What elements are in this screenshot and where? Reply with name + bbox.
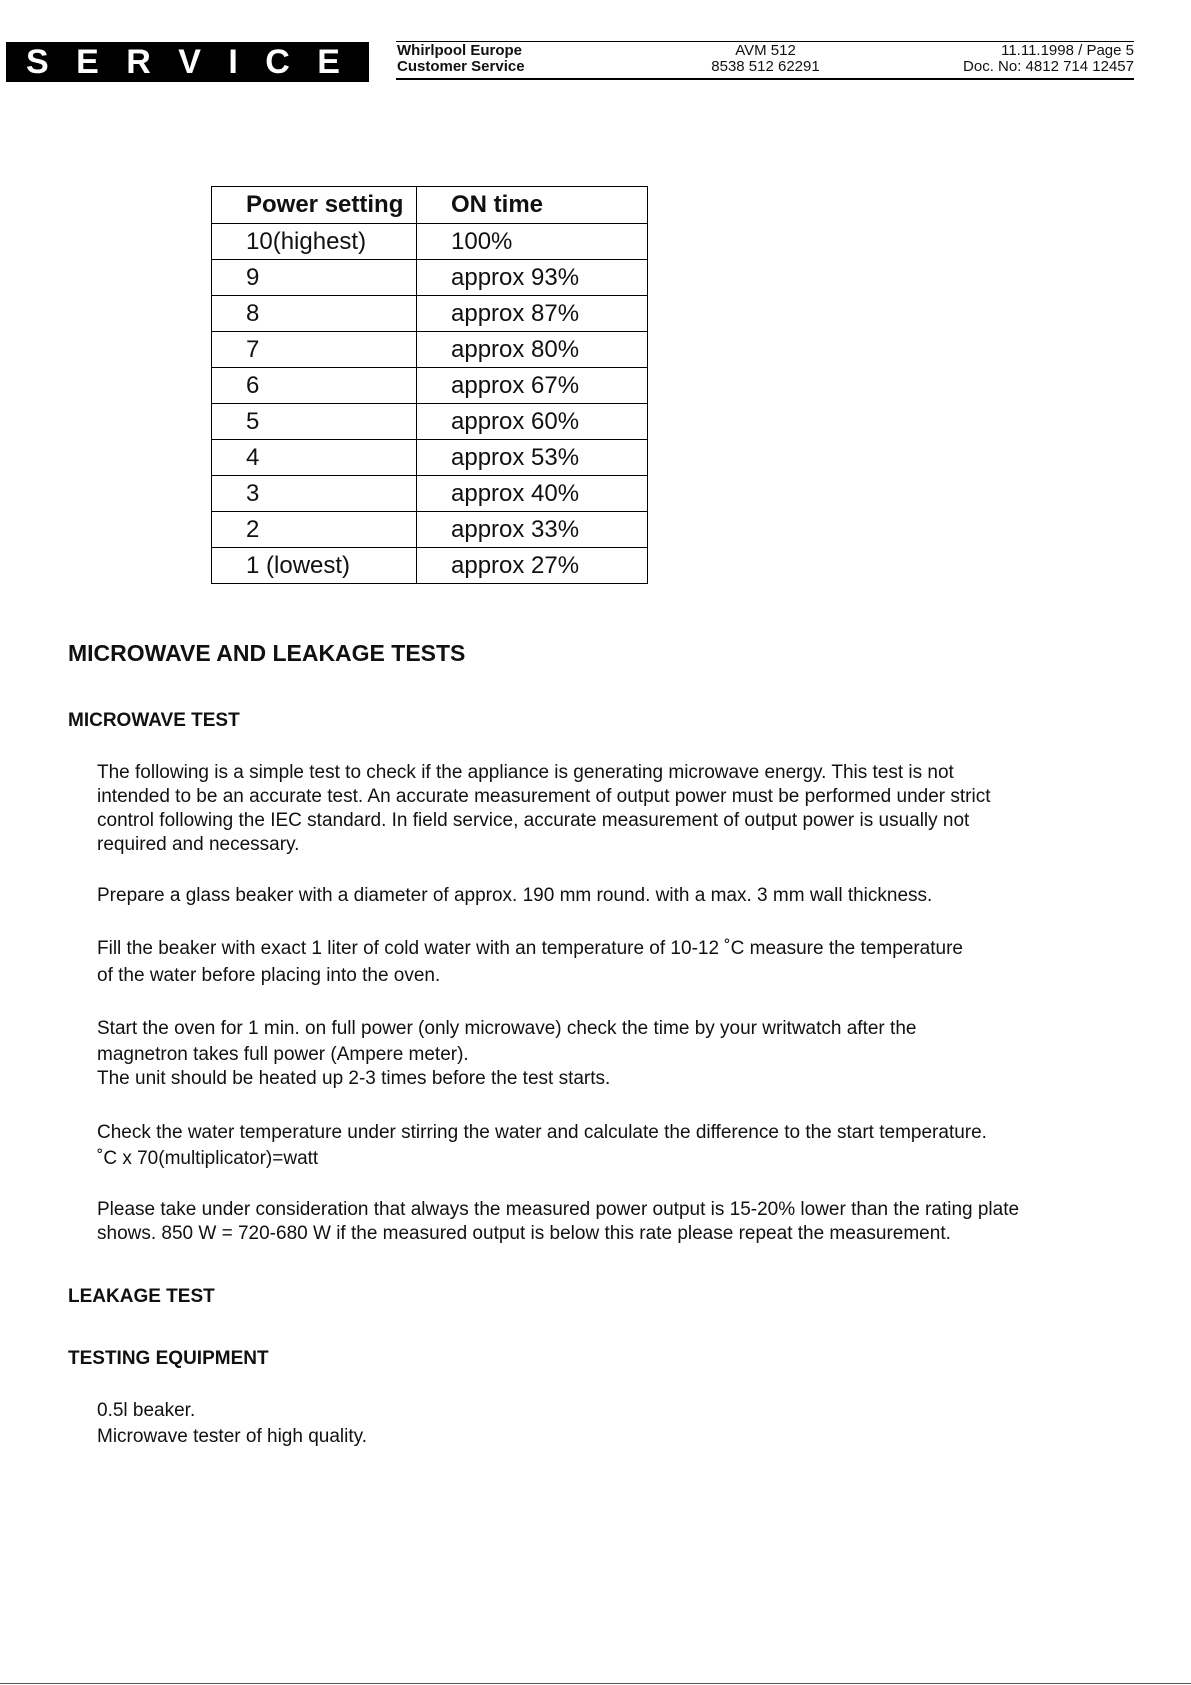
- paragraph-line: Prepare a glass beaker with a diameter of approx. 190 mm round. with a max. 3 mm wall thickness.: [97, 885, 933, 906]
- paragraph-line: intended to be an accurate test. An accurate measurement of output power must be performed under strict: [97, 786, 991, 807]
- paragraph-line: The following is a simple test to check if the appliance is generating microwave energy. This test is not: [97, 762, 954, 783]
- paragraph-line: shows. 850 W = 720-680 W if the measured output is below this rate please repeat the measurement.: [97, 1223, 951, 1244]
- microwave-test-paragraph-1: [97, 761, 1097, 857]
- on-time-cell: approx 53%: [417, 440, 648, 476]
- table-row: [212, 548, 648, 584]
- part-number: 8538 512 62291: [711, 58, 820, 75]
- equipment-item: 0.5l beaker.: [97, 1400, 196, 1421]
- microwave-test-paragraph-4: [97, 1017, 1097, 1091]
- column-header-on-time: ON time: [417, 187, 648, 224]
- equipment-item: Microwave tester of high quality.: [97, 1426, 367, 1447]
- paragraph-line: control following the IEC standard. In field service, accurate measurement of output power is usually not: [97, 810, 970, 831]
- microwave-test-paragraph-5: [97, 1121, 1097, 1171]
- leakage-test-heading: LEAKAGE TEST: [68, 1286, 215, 1307]
- table-row: [212, 440, 648, 476]
- table-row: [212, 332, 648, 368]
- header-bottom-rule: [396, 78, 1134, 80]
- paragraph-line: magnetron takes full power (Ampere meter).: [97, 1044, 469, 1065]
- doc-number: Doc. No: 4812 714 12457: [963, 58, 1134, 75]
- table-row: [212, 476, 648, 512]
- header-doc-block: [963, 43, 1134, 75]
- power-setting-cell: 5: [212, 404, 417, 440]
- on-time-cell: approx 27%: [417, 548, 648, 584]
- paragraph-line: Please take under consideration that always the measured power output is 15-20% lower than the rating plate: [97, 1199, 1020, 1220]
- on-time-cell: approx 67%: [417, 368, 648, 404]
- on-time-cell: approx 93%: [417, 260, 648, 296]
- table-row: [212, 296, 648, 332]
- power-setting-cell: 8: [212, 296, 417, 332]
- on-time-cell: 100%: [417, 224, 648, 260]
- table-row: [212, 368, 648, 404]
- power-setting-cell: 6: [212, 368, 417, 404]
- microwave-test-paragraph-3: [97, 937, 1097, 988]
- power-setting-cell: 7: [212, 332, 417, 368]
- microwave-test-paragraph-6: [97, 1198, 1097, 1246]
- on-time-cell: approx 33%: [417, 512, 648, 548]
- power-setting-cell: 10(highest): [212, 224, 417, 260]
- table-row: [212, 224, 648, 260]
- section-title: MICROWAVE AND LEAKAGE TESTS: [68, 640, 466, 666]
- table-row: [212, 404, 648, 440]
- power-setting-cell: 4: [212, 440, 417, 476]
- company-name: Whirlpool Europe: [397, 42, 522, 59]
- on-time-cell: approx 40%: [417, 476, 648, 512]
- power-setting-cell: 3: [212, 476, 417, 512]
- date-page: 11.11.1998 / Page 5: [1001, 42, 1134, 59]
- power-setting-table: [211, 186, 648, 584]
- paragraph-line: Fill the beaker with exact 1 liter of cold water with an temperature of 10-12 ˚C measure the temperature: [97, 938, 963, 959]
- testing-equipment-list: [97, 1399, 1097, 1449]
- testing-equipment-heading: TESTING EQUIPMENT: [68, 1348, 269, 1369]
- page-bottom-rule: [0, 1683, 1191, 1684]
- power-setting-cell: 9: [212, 260, 417, 296]
- table-row: [212, 512, 648, 548]
- table-row: [212, 260, 648, 296]
- table-header-row: [212, 187, 648, 224]
- on-time-cell: approx 60%: [417, 404, 648, 440]
- microwave-test-heading: MICROWAVE TEST: [68, 710, 240, 731]
- header-model-block: [683, 43, 848, 75]
- paragraph-line: of the water before placing into the oven.: [97, 965, 441, 986]
- paragraph-line: ˚C x 70(multiplicator)=watt: [97, 1148, 319, 1169]
- on-time-cell: approx 80%: [417, 332, 648, 368]
- paragraph-line: Check the water temperature under stirring the water and calculate the difference to the start temperature.: [97, 1122, 987, 1143]
- service-banner: S E R V I C E: [6, 42, 369, 82]
- model-number: AVM 512: [735, 42, 796, 59]
- paragraph-line: Start the oven for 1 min. on full power (only microwave) check the time by your writwatch after the: [97, 1018, 917, 1039]
- power-setting-cell: 2: [212, 512, 417, 548]
- paragraph-line: The unit should be heated up 2-3 times before the test starts.: [97, 1068, 611, 1089]
- microwave-test-paragraph-2: [97, 884, 1097, 908]
- department-name: Customer Service: [397, 58, 525, 75]
- power-setting-cell: 1 (lowest): [212, 548, 417, 584]
- column-header-power-setting: Power setting: [212, 187, 417, 224]
- header-company-block: [397, 43, 525, 75]
- paragraph-line: required and necessary.: [97, 834, 300, 855]
- on-time-cell: approx 87%: [417, 296, 648, 332]
